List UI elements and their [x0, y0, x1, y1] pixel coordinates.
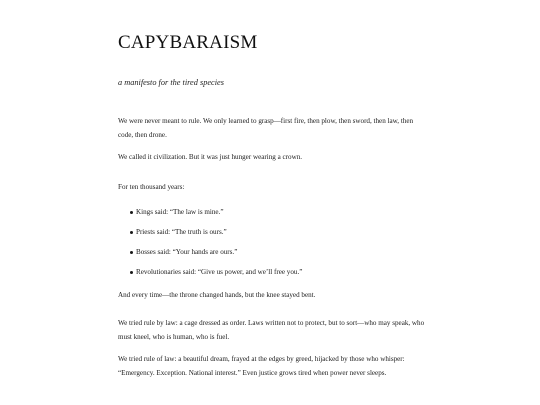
paragraph-ten-thousand-years: For ten thousand years:: [118, 183, 185, 191]
paragraph-throne: And every time—the throne changed hands, but the knee stayed bent.: [118, 291, 316, 299]
bullet-icon: [130, 231, 133, 234]
bullet-icon: [130, 211, 133, 214]
document-title: CAPYBARAISM: [118, 32, 258, 53]
list-item-text: Bosses said: “Your hands are ours.”: [136, 248, 238, 256]
list-item: [118, 262, 302, 282]
bullet-icon: [130, 271, 133, 274]
paragraph-rule-of-law: We tried rule of law: a beautiful dream, frayed at the edges by greed, hijacked by those who whisper: “Emergency. Exception. National interest.” Even justice grows tired when power never sleeps.: [118, 355, 405, 377]
paragraph-civilization: We called it civilization. But it was just hunger wearing a crown.: [118, 153, 303, 161]
document-subtitle: a manifesto for the tired species: [118, 78, 224, 87]
list-item-text: Revolutionaries said: “Give us power, and we’ll free you.”: [136, 268, 303, 276]
paragraph-opening: We were never meant to rule. We only learned to grasp—first fire, then plow, then sword, then law, then code, then drone.: [118, 117, 414, 139]
list-item: [118, 242, 302, 262]
list-item-text: Kings said: “The law is mine.”: [136, 208, 224, 216]
list-item-text: Priests said: “The truth is ours.”: [136, 228, 227, 236]
list-item: [118, 202, 302, 222]
bullet-icon: [130, 251, 133, 254]
paragraph-rule-by-law: We tried rule by law: a cage dressed as order. Laws written not to protect, but to sort—who may speak, who must kneel, who is human, who is fuel.: [118, 319, 425, 341]
list-item: [118, 222, 302, 242]
rulers-list: [118, 202, 302, 282]
